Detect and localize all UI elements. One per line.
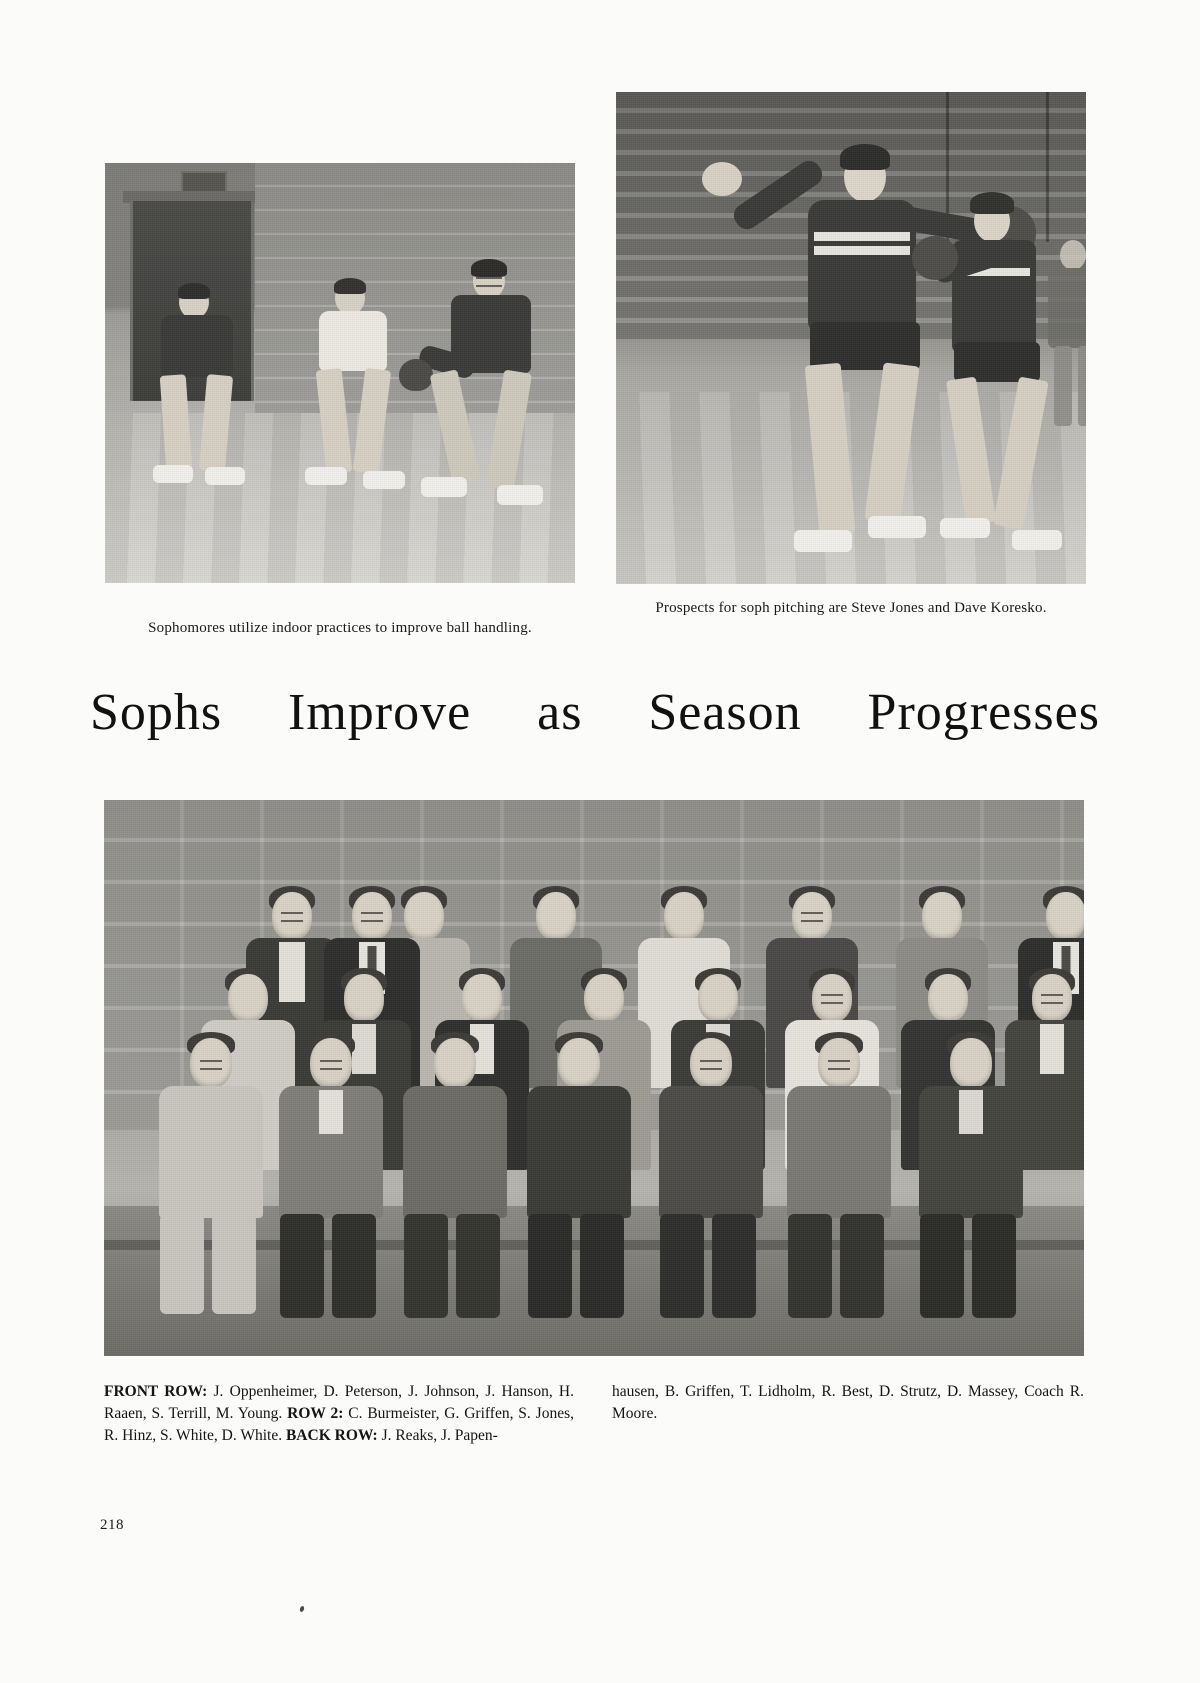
headline-word-3: as: [537, 684, 583, 741]
headline-word-1: Sophs: [90, 684, 223, 741]
sophomore-team-group-photo: [104, 800, 1084, 1356]
roster-column-right: hausen, B. Griffen, T. Lidholm, R. Best, D. Strutz, D. Massey, Coach R. Moore.: [612, 1383, 1084, 1422]
headline-word-2: Improve: [288, 684, 472, 741]
photo-grain: [104, 800, 1084, 1356]
soph-pitchers-photo: [616, 92, 1086, 584]
headline-word-5: Progresses: [867, 684, 1100, 741]
caption-practice: Sophomores utilize indoor practices to improve ball handling.: [148, 620, 532, 636]
photo-grain: [616, 92, 1086, 584]
caption-pitchers: Prospects for soph pitching are Steve Jones and Dave Koresko.: [655, 600, 1047, 616]
page-title: [90, 683, 1100, 742]
page-number: 218: [100, 1517, 124, 1533]
paper-speck: [299, 1605, 305, 1612]
sophomores-indoor-practice-photo: [105, 163, 575, 583]
headline-word-4: Season: [648, 684, 802, 741]
photo-grain: [105, 163, 575, 583]
roster-column-left: FRONT ROW: J. Oppenheimer, D. Peterson, J. Johnson, J. Hanson, H. Raaen, S. Terrill, M. Young. ROW 2: C. Burmeister, G. Griffen, S. Jones, R. Hinz, S. White, D. White. BACK ROW: J. Reaks, J. Papen-: [104, 1383, 574, 1444]
